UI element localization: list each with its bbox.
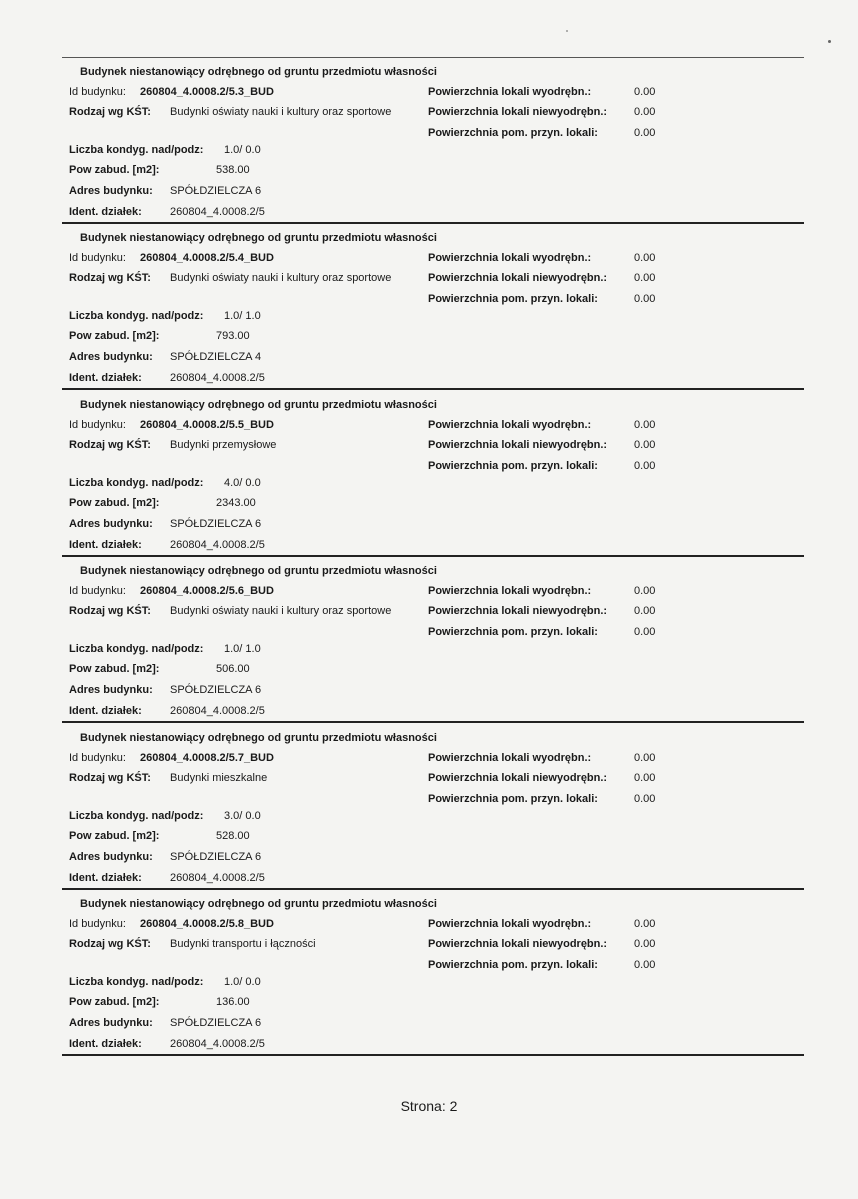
pow-przyn-value: 0.00 xyxy=(634,792,656,805)
id-value: 260804_4.0008.2/5.6_BUD xyxy=(140,585,274,598)
liczba-kondygnacji-value: 1.0/ 0.0 xyxy=(224,976,261,988)
id-label: Id budynku: xyxy=(69,918,126,930)
pow-zabud-label: Pow zabud. [m2]: xyxy=(69,330,160,343)
rodzaj-value: Budynki przemysłowe xyxy=(170,438,277,451)
pow-przyn-label: Powierzchnia pom. przyn. lokali: xyxy=(428,959,598,971)
pow-niewyodr-label: Powierzchnia lokali niewyodrębn.: xyxy=(428,438,608,451)
liczba-kondygnacji-value: 1.0/ 1.0 xyxy=(224,310,261,323)
pow-niewyodr-value: 0.00 xyxy=(634,438,656,451)
pow-wyodr-value: 0.00 xyxy=(634,86,656,98)
pow-przyn-value: 0.00 xyxy=(634,459,656,472)
id-label: Id budynku: xyxy=(69,86,126,98)
building-record xyxy=(62,557,804,723)
adres-value: SPÓŁDZIELCZA 4 xyxy=(170,351,262,364)
pow-przyn-value: 0.00 xyxy=(634,626,656,639)
block-title: Budynek niestanowiący odrębnego od gruntu przedmiotu własności xyxy=(80,398,437,411)
adres-value: SPÓŁDZIELCZA 6 xyxy=(170,1017,262,1029)
pow-zabud-label: Pow zabud. [m2]: xyxy=(69,996,160,1008)
pow-niewyodr-label: Powierzchnia lokali niewyodrębn.: xyxy=(428,605,608,618)
pow-przyn-value: 0.00 xyxy=(634,959,656,971)
pow-wyodr-value: 0.00 xyxy=(634,751,656,764)
id-label: Id budynku: xyxy=(69,418,126,431)
id-value: 260804_4.0008.2/5.8_BUD xyxy=(140,918,274,930)
pow-przyn-label: Powierzchnia pom. przyn. lokali: xyxy=(428,792,598,805)
rodzaj-value: Budynki oświaty nauki i kultury oraz sportowe xyxy=(170,605,392,618)
liczba-kondygnacji-value: 1.0/ 1.0 xyxy=(224,643,261,656)
pow-niewyodr-value: 0.00 xyxy=(634,771,656,784)
pow-przyn-label: Powierzchnia pom. przyn. lokali: xyxy=(428,459,598,472)
block-title: Budynek niestanowiący odrębnego od gruntu przedmiotu własności xyxy=(80,66,437,78)
rodzaj-value: Budynki oświaty nauki i kultury oraz sportowe xyxy=(170,272,392,285)
pow-wyodr-value: 0.00 xyxy=(634,418,656,431)
adres-label: Adres budynku: xyxy=(69,517,153,530)
ident-dzialek-value: 260804_4.0008.2/5 xyxy=(170,871,265,884)
scan-speck xyxy=(566,30,568,32)
pow-wyodr-label: Powierzchnia lokali wyodrębn.: xyxy=(428,418,592,431)
pow-niewyodr-value: 0.00 xyxy=(634,272,656,285)
pow-przyn-label: Powierzchnia pom. przyn. lokali: xyxy=(428,127,598,139)
block-title: Budynek niestanowiący odrębnego od gruntu przedmiotu własności xyxy=(80,731,437,744)
building-record xyxy=(62,58,804,224)
ident-dzialek-label: Ident. działek: xyxy=(69,871,142,884)
building-record xyxy=(62,224,804,390)
rodzaj-label: Rodzaj wg KŚT: xyxy=(69,771,151,784)
pow-zabud-value: 538.00 xyxy=(216,164,250,176)
adres-label: Adres budynku: xyxy=(69,185,153,197)
pow-zabud-value: 2343.00 xyxy=(216,496,256,509)
building-record xyxy=(62,391,804,557)
ident-dzialek-label: Ident. działek: xyxy=(69,538,142,551)
pow-zabud-value: 793.00 xyxy=(216,330,250,343)
ident-dzialek-value: 260804_4.0008.2/5 xyxy=(170,1038,265,1050)
ident-dzialek-value: 260804_4.0008.2/5 xyxy=(170,538,265,551)
adres-label: Adres budynku: xyxy=(69,850,153,863)
pow-wyodr-label: Powierzchnia lokali wyodrębn.: xyxy=(428,751,592,764)
liczba-kondygnacji-label: Liczba kondyg. nad/podz: xyxy=(69,809,204,822)
pow-zabud-label: Pow zabud. [m2]: xyxy=(69,829,160,842)
id-label: Id budynku: xyxy=(69,751,126,764)
ident-dzialek-label: Ident. działek: xyxy=(69,372,142,385)
id-label: Id budynku: xyxy=(69,585,126,598)
pow-przyn-value: 0.00 xyxy=(634,127,656,139)
id-label: Id budynku: xyxy=(69,252,126,265)
ident-dzialek-label: Ident. działek: xyxy=(69,705,142,718)
pow-niewyodr-value: 0.00 xyxy=(634,106,656,118)
rodzaj-value: Budynki oświaty nauki i kultury oraz sportowe xyxy=(170,106,392,118)
ident-dzialek-value: 260804_4.0008.2/5 xyxy=(170,372,265,385)
pow-zabud-value: 506.00 xyxy=(216,663,250,676)
id-value: 260804_4.0008.2/5.5_BUD xyxy=(140,418,274,431)
ident-dzialek-label: Ident. działek: xyxy=(69,1038,142,1050)
block-title: Budynek niestanowiący odrębnego od gruntu przedmiotu własności xyxy=(80,565,437,578)
rodzaj-label: Rodzaj wg KŚT: xyxy=(69,272,151,285)
pow-niewyodr-label: Powierzchnia lokali niewyodrębn.: xyxy=(428,771,608,784)
building-record xyxy=(62,724,804,890)
rodzaj-label: Rodzaj wg KŚT: xyxy=(69,938,151,950)
building-record xyxy=(62,890,804,1056)
id-value: 260804_4.0008.2/5.4_BUD xyxy=(140,252,274,265)
page-number: Strona: 2 xyxy=(400,1098,458,1114)
liczba-kondygnacji-value: 3.0/ 0.0 xyxy=(224,809,261,822)
pow-zabud-label: Pow zabud. [m2]: xyxy=(69,496,160,509)
pow-zabud-value: 528.00 xyxy=(216,829,250,842)
rodzaj-value: Budynki mieszkalne xyxy=(170,771,268,784)
liczba-kondygnacji-label: Liczba kondyg. nad/podz: xyxy=(69,976,204,988)
adres-label: Adres budynku: xyxy=(69,1017,153,1029)
pow-niewyodr-label: Powierzchnia lokali niewyodrębn.: xyxy=(428,272,608,285)
pow-wyodr-value: 0.00 xyxy=(634,918,656,930)
ident-dzialek-value: 260804_4.0008.2/5 xyxy=(170,705,265,718)
block-title: Budynek niestanowiący odrębnego od gruntu przedmiotu własności xyxy=(80,232,437,245)
block-title: Budynek niestanowiący odrębnego od gruntu przedmiotu własności xyxy=(80,898,437,910)
adres-value: SPÓŁDZIELCZA 6 xyxy=(170,684,262,697)
liczba-kondygnacji-label: Liczba kondyg. nad/podz: xyxy=(69,144,204,156)
adres-value: SPÓŁDZIELCZA 6 xyxy=(170,517,262,530)
ident-dzialek-label: Ident. działek: xyxy=(69,206,142,218)
pow-wyodr-label: Powierzchnia lokali wyodrębn.: xyxy=(428,252,592,265)
pow-niewyodr-value: 0.00 xyxy=(634,605,656,618)
rodzaj-label: Rodzaj wg KŚT: xyxy=(69,106,151,118)
rodzaj-label: Rodzaj wg KŚT: xyxy=(69,605,151,618)
adres-label: Adres budynku: xyxy=(69,351,153,364)
id-value: 260804_4.0008.2/5.3_BUD xyxy=(140,86,274,98)
liczba-kondygnacji-label: Liczba kondyg. nad/podz: xyxy=(69,643,204,656)
rodzaj-label: Rodzaj wg KŚT: xyxy=(69,438,151,451)
pow-przyn-label: Powierzchnia pom. przyn. lokali: xyxy=(428,293,598,306)
rodzaj-value: Budynki transportu i łączności xyxy=(170,938,316,950)
adres-value: SPÓŁDZIELCZA 6 xyxy=(170,185,262,197)
pow-niewyodr-value: 0.00 xyxy=(634,938,656,950)
liczba-kondygnacji-value: 4.0/ 0.0 xyxy=(224,476,261,489)
adres-value: SPÓŁDZIELCZA 6 xyxy=(170,850,262,863)
pow-wyodr-label: Powierzchnia lokali wyodrębn.: xyxy=(428,86,592,98)
pow-wyodr-value: 0.00 xyxy=(634,252,656,265)
pow-wyodr-label: Powierzchnia lokali wyodrębn.: xyxy=(428,918,592,930)
pow-przyn-label: Powierzchnia pom. przyn. lokali: xyxy=(428,626,598,639)
pow-niewyodr-label: Powierzchnia lokali niewyodrębn.: xyxy=(428,106,608,118)
pow-zabud-label: Pow zabud. [m2]: xyxy=(69,663,160,676)
id-value: 260804_4.0008.2/5.7_BUD xyxy=(140,751,274,764)
liczba-kondygnacji-label: Liczba kondyg. nad/podz: xyxy=(69,476,204,489)
liczba-kondygnacji-label: Liczba kondyg. nad/podz: xyxy=(69,310,204,323)
pow-wyodr-label: Powierzchnia lokali wyodrębn.: xyxy=(428,585,592,598)
adres-label: Adres budynku: xyxy=(69,684,153,697)
pow-zabud-value: 136.00 xyxy=(216,996,250,1008)
liczba-kondygnacji-value: 1.0/ 0.0 xyxy=(224,144,261,156)
record-divider xyxy=(62,1054,804,1056)
pow-niewyodr-label: Powierzchnia lokali niewyodrębn.: xyxy=(428,938,608,950)
ident-dzialek-value: 260804_4.0008.2/5 xyxy=(170,206,265,218)
pow-przyn-value: 0.00 xyxy=(634,293,656,306)
scan-speck xyxy=(828,40,831,43)
pow-wyodr-value: 0.00 xyxy=(634,585,656,598)
pow-zabud-label: Pow zabud. [m2]: xyxy=(69,164,160,176)
